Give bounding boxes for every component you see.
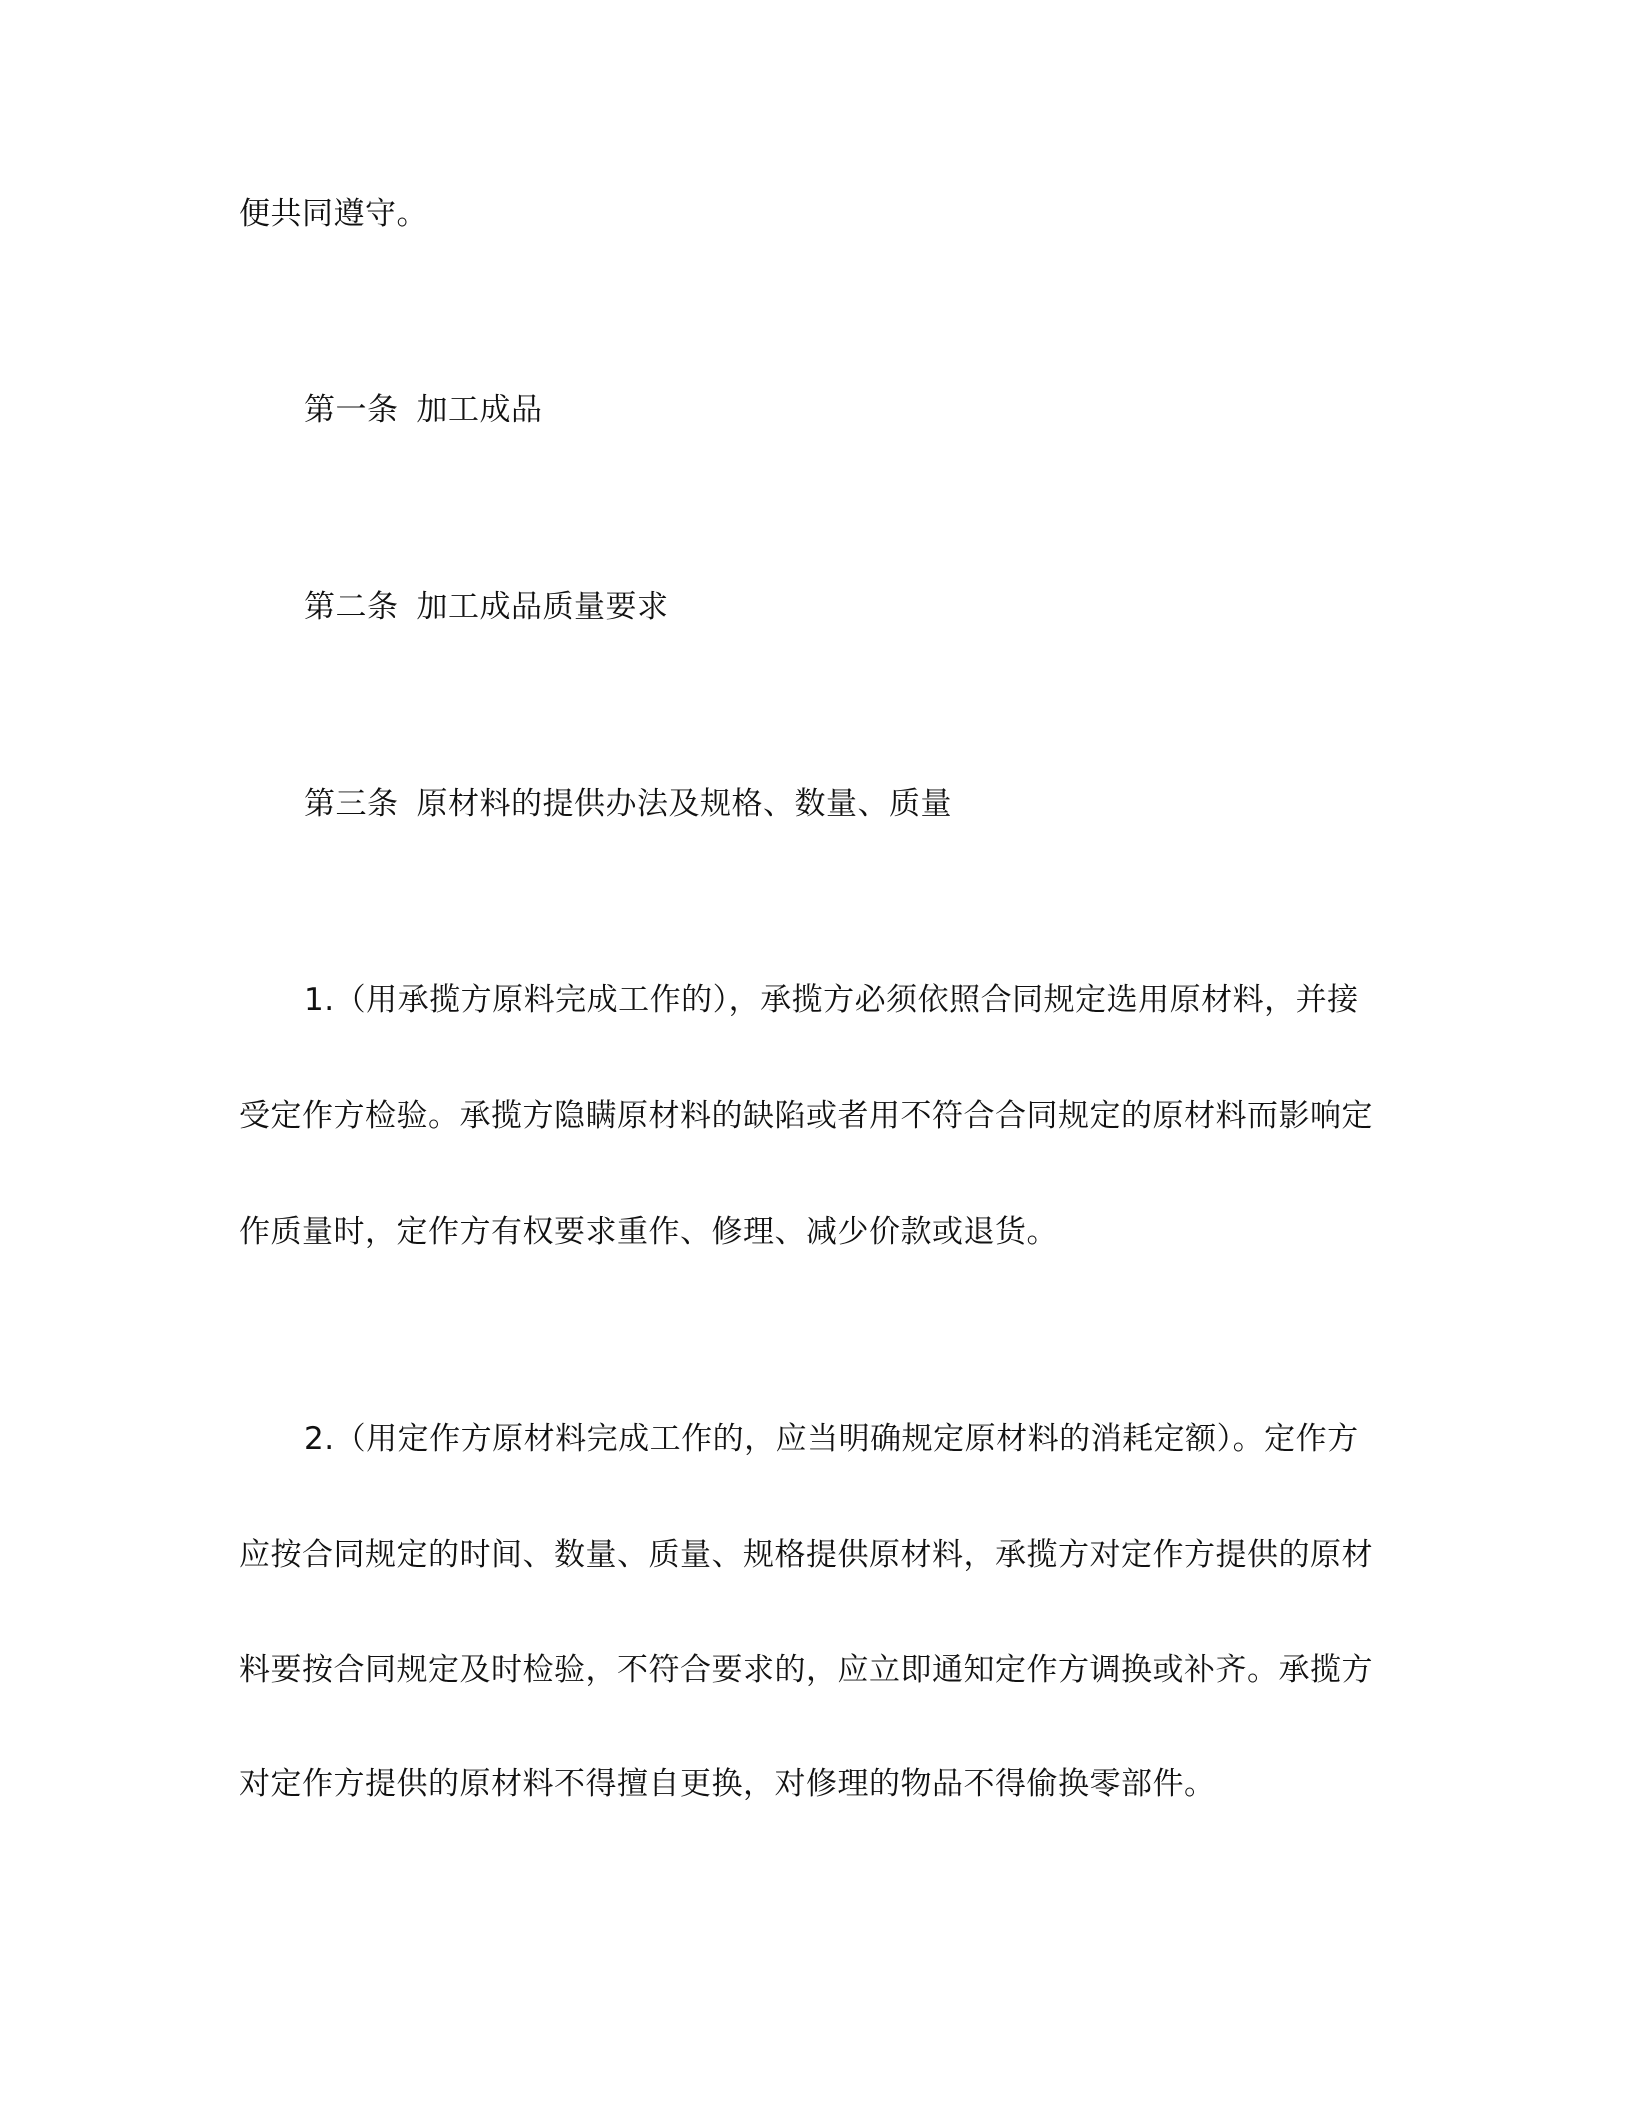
- clause-1-line-3: 作质量时，定作方有权要求重作、修理、减少价款或退货。: [239, 1214, 1058, 1250]
- clause-2-line-2: 应按合同规定的时间、数量、质量、规格提供原材料，承揽方对定作方提供的原材: [239, 1537, 1373, 1573]
- article-1-heading: [304, 388, 543, 432]
- clause-2-line-3: 料要按合同规定及时检验，不符合要求的，应立即通知定作方调换或补齐。承揽方: [239, 1652, 1373, 1688]
- clause-1-line-2: 受定作方检验。承揽方隐瞒原材料的缺陷或者用不符合合同规定的原材料而影响定: [239, 1098, 1373, 1134]
- article-1-number: 第一条: [304, 392, 399, 428]
- article-2-heading: [304, 585, 669, 629]
- article-3-heading: [304, 782, 952, 826]
- clause-2-line-4: 对定作方提供的原材料不得擅自更换，对修理的物品不得偷换零部件。: [239, 1766, 1216, 1802]
- intro-line: 便共同遵守。: [239, 196, 428, 232]
- article-2-number: 第二条: [304, 589, 399, 625]
- article-3-title: 原材料的提供办法及规格、数量、质量: [416, 786, 952, 822]
- article-2-title: 加工成品质量要求: [416, 589, 669, 625]
- clause-1-line-1: 1.（用承揽方原料完成工作的），承揽方必须依照合同规定选用原材料，并接: [304, 982, 1359, 1018]
- article-1-title: 加工成品: [416, 392, 543, 428]
- clause-2-line-1: 2.（用定作方原材料完成工作的，应当明确规定原材料的消耗定额）。定作方: [304, 1421, 1359, 1457]
- article-3-number: 第三条: [304, 786, 399, 822]
